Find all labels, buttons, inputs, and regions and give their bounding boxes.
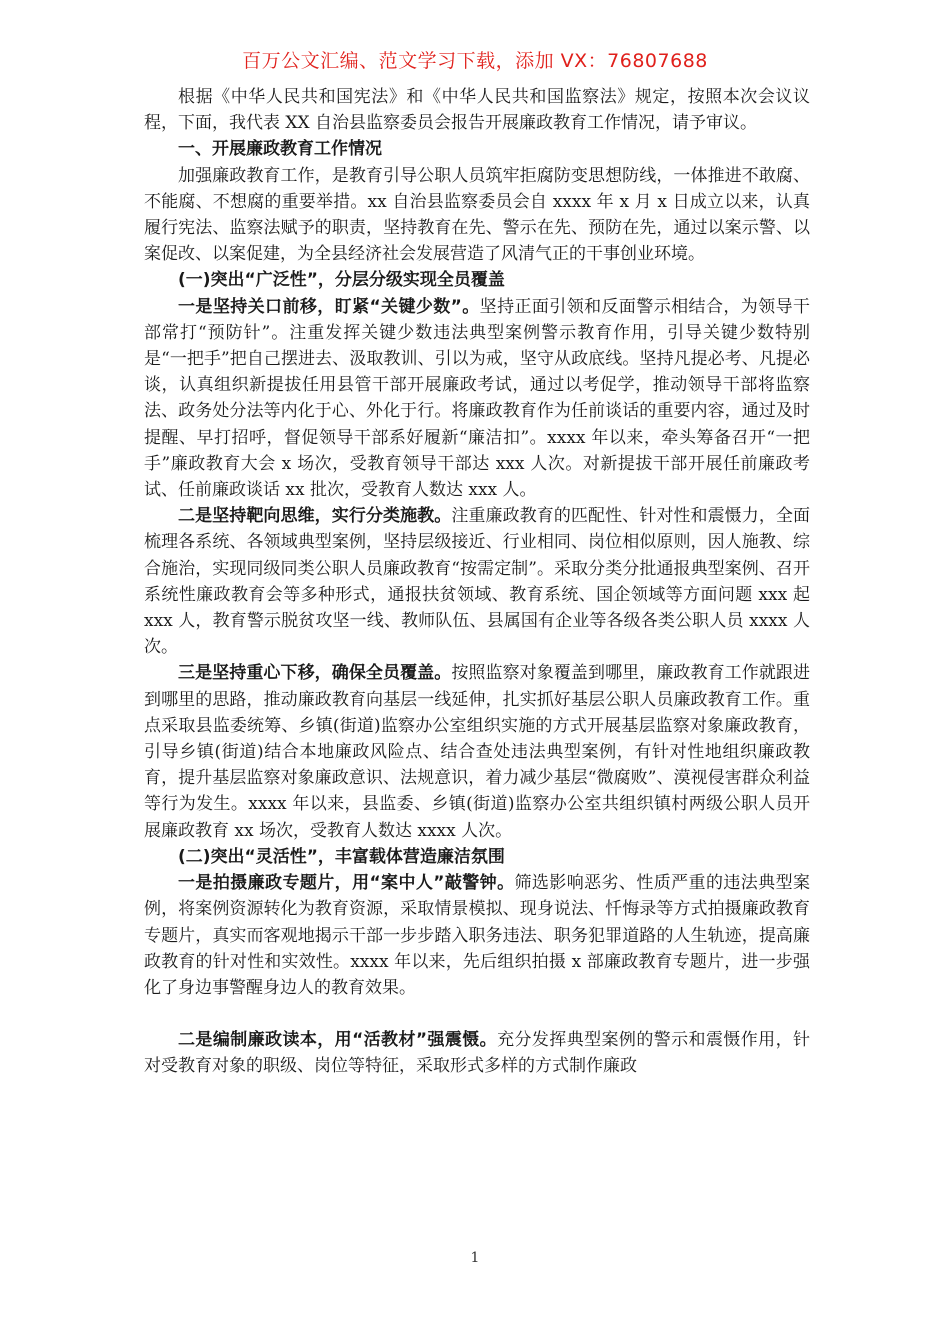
paragraph-text: 充分发挥典型案例的警示和震慑作用，针对受教育对象的职级、岗位等特征，采取形式多样的方式制作廉政 — [144, 1030, 810, 1077]
subsection-heading: (二)突出“灵活性”，丰富载体营造廉洁氛围 — [178, 846, 505, 867]
intro-paragraph: 根据《中华人民共和国宪法》和《中华人民共和国监察法》规定，按照本次会议议程，下面，我代表 XX 自治县监察委员会报告开展廉政教育工作情况，请予审议。 — [144, 87, 810, 134]
section-body-paragraph: 加强廉政教育工作，是教育引导公职人员筑牢拒腐防变思想防线，一体推进不敢腐、不能腐、不想腐的重要举措。xx 自治县监察委员会自 xxxx 年 x 月 x 日成立以来，认真履行宪法、监察法赋予的职责，坚持教育在先、警示在先、预防在先，通过以案示警、以案促改、以案促建，为全县经济社会发展营造了风清气正的干事创业环境。 — [144, 165, 810, 265]
body-paragraph — [144, 870, 810, 1001]
paragraph-spacer — [144, 1001, 810, 1027]
body-paragraph — [144, 660, 810, 843]
paragraph-text: 注重廉政教育的匹配性、针对性和震慑力，全面梳理各系统、各领域典型案例，坚持层级接近、行业相同、岗位相似原则，因人施教、综合施治，实现同级同类公职人员廉政教育“按需定制”。采取分类分批通报典型案例、召开系统性廉政教育会等多种形式，通报扶贫领域、教育系统、国企领域等方面问题 xxx 起 xxx 人，教育警示脱贫攻坚一线、教师队伍、县属国有企业等各级各类公职人员 xxxx 人次。 — [144, 506, 811, 658]
paragraph-lead: 二是编制廉政读本，用“活教材”强震慑。 — [178, 1030, 498, 1051]
section-heading: 一、开展廉政教育工作情况 — [178, 139, 382, 160]
document-body — [144, 84, 810, 1080]
paragraph-lead: 三是坚持重心下移，确保全员覆盖。 — [178, 663, 452, 684]
paragraph-text: 筛选影响恶劣、性质严重的违法典型案例，将案例资源转化为教育资源，采取情景模拟、现身说法、忏悔录等方式拍摄廉政教育专题片，真实而客观地揭示干部一步步踏入职务违法、职务犯罪道路的人生轨迹，提高廉政教育的针对性和实效性。xxxx 年以来，先后组织拍摄 x 部廉政教育专题片，进一步强化了身边事警醒身边人的教育效果。 — [144, 873, 810, 998]
paragraph-text: 按照监察对象覆盖到哪里，廉政教育工作就跟进到哪里的思路，推动廉政教育向基层一线延伸，扎实抓好基层公职人员廉政教育工作。重点采取县监委统筹、乡镇(街道)监察办公室组织实施的方式开展基层监察对象廉政教育，引导乡镇(街道)结合本地廉政风险点、结合查处违法典型案例，有针对性地组织廉政教育，提升基层监察对象廉政意识、法规意识，着力减少基层“微腐败”、漠视侵害群众利益等行为发生。xxxx 年以来，县监委、乡镇(街道)监察办公室共组织镇村两级公职人员开展廉政教育 xx 场次，受教育人数达 xxxx 人次。 — [144, 663, 811, 841]
subsection-heading: (一)突出“广泛性”，分层分级实现全员覆盖 — [178, 270, 505, 291]
header-banner: 百万公文汇编、范文学习下载，添加 VX：76807688 — [242, 50, 708, 72]
paragraph-lead: 二是坚持靶向思维，实行分类施教。 — [178, 506, 452, 527]
page-number: 1 — [470, 1250, 480, 1266]
paragraph-text: 坚持正面引领和反面警示相结合，为领导干部常打“预防针”。注重发挥关键少数违法典型案例警示教育作用，引导关键少数特别是“一把手”把自己摆进去、汲取教训、引以为戒，坚守从政底线。坚持凡提必考、凡提必谈，认真组织新提拔任用县管干部开展廉政考试，通过以考促学，推动领导干部将监察法、政务处分法等内化于心、外化于行。将廉政教育作为任前谈话的重要内容，通过及时提醒、早打招呼，督促领导干部系好履新“廉洁扣”。xxxx 年以来，牵头筹备召开“一把手”廉政教育大会 x 场次，受教育领导干部达 xxx 人次。对新提拔干部开展任前廉政考试、任前廉政谈话 xx 批次，受教育人数达 xxx 人。 — [144, 296, 810, 501]
paragraph-lead: 一是坚持关口前移，盯紧“关键少数”。 — [178, 296, 480, 317]
body-paragraph — [144, 503, 810, 660]
paragraph-lead: 一是拍摄廉政专题片，用“案中人”敲警钟。 — [178, 873, 515, 894]
body-paragraph — [144, 1027, 810, 1079]
body-paragraph — [144, 294, 810, 504]
